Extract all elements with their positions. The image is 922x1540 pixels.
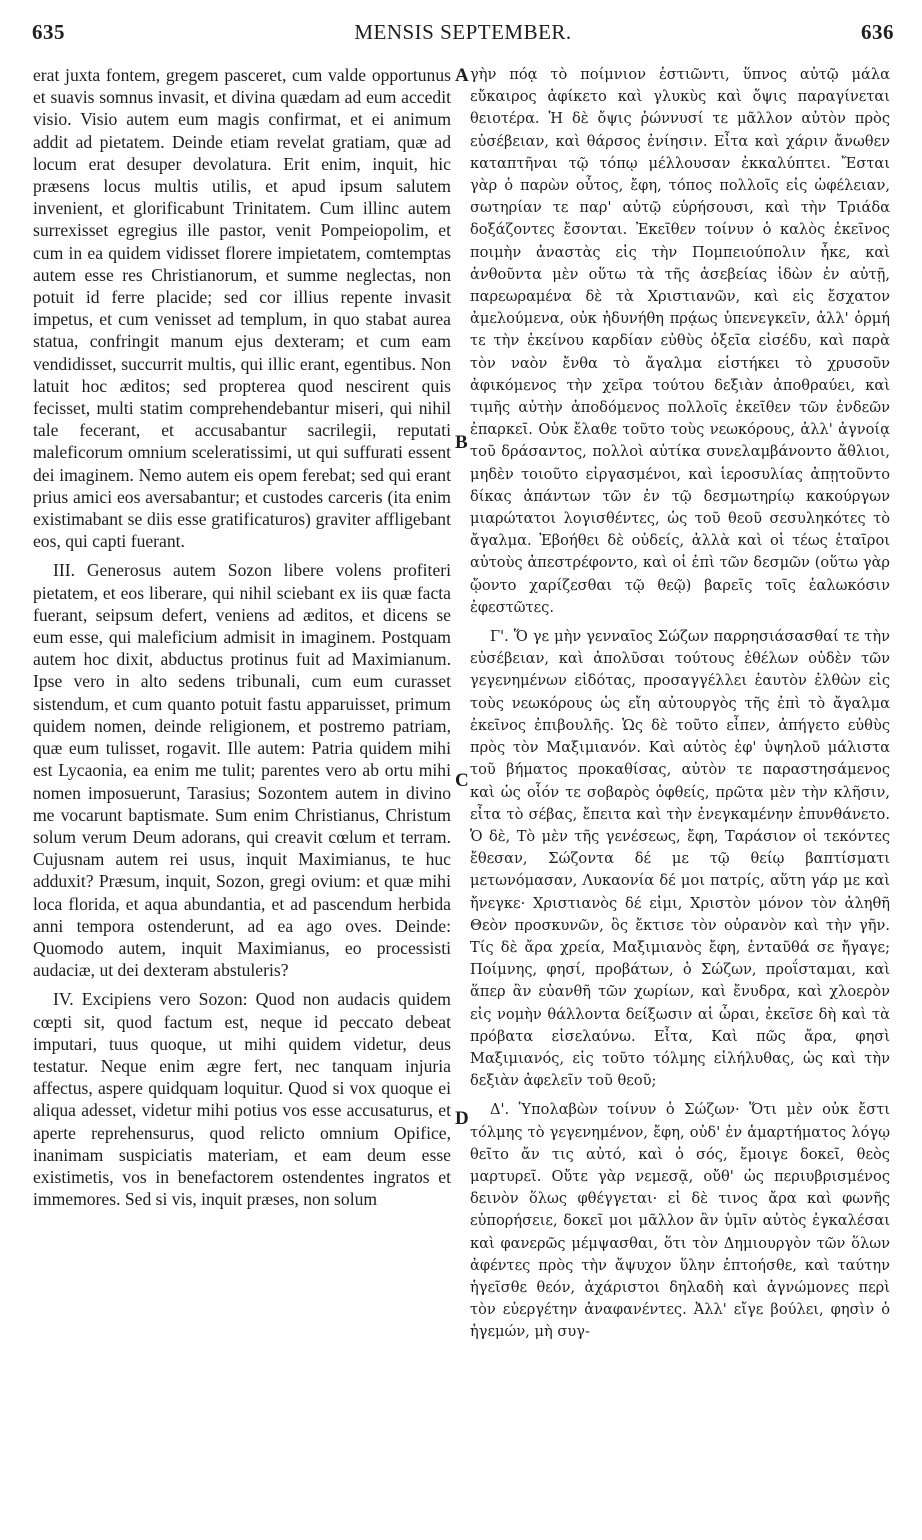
section-marker-c: C — [455, 770, 469, 791]
right-page-number: 636 — [861, 20, 894, 44]
section-marker-a: A — [455, 65, 469, 86]
greek-paragraph-3: Δ'. Ὑπολαβὼν τοίνυν ὁ Σώζων· Ὅτι μὲν οὐκ ἔστι τόλμης τὸ γεγενημένον, ἔφη, οὐδ' ἐν ἁμαρτήματος λόγῳ θεῖτο ἄν τις αὐτό, καὶ ὁ σός, ἔμοιγε δοκεῖ, θεὸς μαρτυρεῖ. Οὔτε γὰρ νεμεσᾷ, οὔθ' ὡς περιυβρισμένος δεινὸν ὅλως φθέγγεται· εἰ δὲ τινος ἄρα καὶ φωνῆς εὐπορήσειε, δοκεῖ μοι μᾶλλον ἂν ὑμῖν αὐτὸς ἐγκαλέσαι καὶ φανερῶς μέμψασθαι, ὅτι τὸν Δημιουργὸν τῶν ὅλων ἀφέντες πρὸς τὴν ἄψυχον ὕλην ἐπτοήσθε, καὶ ταύτην ἡγεῖσθε θεόν, ἀχάριστοι δηλαδὴ καὶ ἀγνώμονες περὶ τὸν εὐεργέτην ἀναφανέντες. Ἀλλ' εἴγε βούλει, φησὶν ὁ ἡγεμών, μὴ συγ- — [470, 1101, 890, 1341]
latin-paragraph-1: erat juxta fontem, gregem pasceret, cum valde opportunus et suavis somnus invasit, et divina quædam ad eum accedit visio. Visio autem eum magis confirmat, et ei animum addit ad pietatem. Deinde etiam revelat gratiam, quæ ad locum erat desuper devolatura. Erit enim, inquit, hic præsens locus multis utilis, et apud ipsum salutem invenient, et glorificabunt Trinitatem. Cum illinc autem surrexisset egregius ille pastor, venit Pompeiopolim, et cum in ea quidem vidisset florere impietatem, comtemptas autem esse res Christianorum, et summe neglectas, non potuit id ferre placide; sed cor illius repente invasit impetus, et cum venisset ad templum, in quo stabat aurea statua, confringit manum ejus dexteram; et cum eam vendidisset, succurrit multis, qui illic erant, egentibus. Non latuit hoc æditos; sed propterea quod nescirent quis fecisset, multi statim comprehendebantur miseri, qui nihil tale fecerant, et accusabantur sacrilegii, reputati maleficorum omnium sceleratissimi, ut qui suffurati essent dei imaginem. Nemo autem eis opem ferebat; sed qui erant prius amici eos aversabantur; et custodes carceris (ita enim existimabant se diis esse gratificaturos) graviter affligebant eos, qui capti fuerant. — [33, 65, 451, 552]
greek-paragraph-2: Γ'. Ὅ γε μὴν γενναῖος Σώζων παρρησιάσασθαί τε τὴν εὐσέβειαν, καὶ ἀπολῦσαι τούτους ἐθέλων οὐδὲν τῶν γεγενημένων εἰδότας, προσαγγέλλει ἑαυτὸν ἐλθὼν εἰς τοὺς νεωκόρους ὡς εἴη αὐτουργὸς τῆς ἐπὶ τὸ ἄγαλμα ἐκεῖνος ἐπιβουλῆς. Ὡς δὲ τοῦτο εἶπεν, ἀπήγετο εὐθὺς πρὸς τὸν Μαξιμιανόν. Καὶ αὐτὸς ἐφ' ὑψηλοῦ μάλιστα τοῦ βήματος προκαθίσας, αὐτὸν τε παραστησάμενος καὶ ὡς οἷόν τε σοβαρὸς ὀφθείς, πρῶτα μὲν τὴν κλῆσιν, εἶτα τὸ σέβας, ἔπειτα καὶ τὴν ἐνεγκαμένην ἐπυνθάνετο. Ὁ δὲ, Τὸ μὲν τῆς γενέσεως, ἔφη, Ταράσιον οἱ τεκόντες ἔθεσαν, Σώζοντα δέ με τῷ θείῳ βαπτίσματι μετωνόμασαν, Λυκαονία δέ μοι πατρίς, αὕτη γάρ με καὶ ἤνεγκε· Χριστιανὸς δέ εἰμι, Χριστὸν μόνον τὸν ἀληθῆ Θεὸν προσκυνῶν, ὃς ἔκτισε τὸν οὐρανὸν καὶ τὴν γῆν. Τίς δὲ ἄρα χρεία, Μαξιμιανὸς ἔφη, ἐνταῦθά σε ἤγαγε; Ποίμνης, φησί, προβάτων, ὁ Σώζων, προΐσταμαι, καὶ ἅπερ ἂν εὐανθῆ τῶν χωρίων, καὶ ἔνυδρα, καὶ χλοερὸν εἰς νομὴν θάλλοντα δείξωσιν αἱ ὧραι, ἐκεῖσε δὴ καὶ τὰ πρόβατα εἰσελαύνω. Εἶτα, Καὶ πῶς ἄρα, φησὶ Μαξιμιανός, εἰς τοῦτο τόλμης εἰλήλυθας, ὡς καὶ τὴν δεξιὰν ἀφελεῖν τοῦ θεοῦ; — [470, 628, 890, 1090]
section-marker-d: D — [455, 1108, 469, 1129]
running-title: MENSIS SEPTEMBER. — [354, 20, 572, 44]
section-marker-b: B — [455, 432, 468, 453]
latin-paragraph-3: IV. Excipiens vero Sozon: Quod non audacis quidem cœpti sit, quod factum est, neque id peccato debeat imputari, tuus quoque, ut mihi quidem videtur, deus testatur. Neque enim ægre fert, nec tanquam injuria affectus, aspere quidquam loquitur. Quod si vox quoque ei aliqua adesset, videtur mihi potius vos esse accusaturus, et aperte reprehensurus, quod relicto omnium Opifice, inanimam suspiciatis materiam, et eam deum esse existimetis, vos in benefactorem ostendentes ingratos et immemores. Sed si vis, inquit præses, non solum — [33, 989, 451, 1210]
latin-column — [33, 64, 451, 1210]
left-page-number: 635 — [32, 20, 65, 44]
greek-column — [470, 64, 890, 1344]
latin-paragraph-2: III. Generosus autem Sozon libere volens profiteri pietatem, et eos liberare, qui nihil sciebant ex iis quæ facta fuerant, seipsum defert, veniens ad æditos, et dicens se eum esse, qui maleficium admisit in imaginem. Postquam autem hoc dixit, abductus protinus fuit ad Maximianum. Ipse vero in alto sedens tribunali, cum eum curasset sistendum, et cum quanto potuit fastu apparuisset, primum quidem nomen, deinde religionem, et postremo patriam, quæ eum tulisset, rogavit. Ille autem: Patria quidem mihi est Lycaonia, ea enim me tulit; parentes vero ab ortu mihi nomen imposuerunt, Tarasius; Sozontem autem in divino me vocarunt baptismate. Sum enim Christianus, Christum solum verum Deum adorans, qui creavit cœlum et terram. Cujusnam autem rei usus, inquit Maximianus, te huc adduxit? Præsum, inquit, Sozon, gregi ovium: et quæ mihi loca florida, et aqua abundantia, et ad pascendum herbida anni tempora ostenderunt, ad ea ago oves. Deinde: Quomodo autem, inquit Maximianus, eo processisti audaciæ, ut dei dexteram abstuleris? — [33, 560, 451, 981]
greek-paragraph-1: γὴν πόᾳ τὸ ποίμνιον ἑστιῶντι, ὕπνος αὐτῷ μάλα εὔκαιρος ἀφίκετο καὶ γλυκὺς καὶ ὄψις παραγίνεται θειοτέρα. Ἡ δὲ ὄψις ῥώννυσί τε μᾶλλον αὐτὸν πρὸς εὐσέβειαν, καὶ θάρσος ἐνίησιν. Εἶτα καὶ χάριν ἄνωθεν καταπτῆναι τῷ τόπῳ μέλλουσαν ἐκκαλύπτει. Ἔσται γὰρ ὁ παρὼν οὗτος, ἔφη, τόπος πολλοῖς εἰς ὠφέλειαν, σωτηρίαν τε παρ' αὐτῷ εὑρήσουσι, καὶ τὴν Τριάδα δοξάζοντες ἔσονται. Ἐκεῖθεν τοίνυν ὁ καλὸς ἐκεῖνος ποιμὴν ἀναστὰς εἰς τὴν Πομπειούπολιν ἧκε, καὶ ἀνθοῦντα μὲν οὕτω τὰ τῆς ἀσεβείας ἰδὼν ἐν αὐτῇ, παρεωραμένα δὲ τὰ Χριστιανῶν, καὶ εἰς ἔσχατον ἀμελούμενα, οὐκ ἠδυνήθη πρᾴως ὑπενεγκεῖν, ἀλλ' ὁρμή τε τὴν ἐκείνου καρδίαν εὐθὺς ὀξεῖα εἰσέδυ, καὶ παρὰ τὸν ναὸν ἔνθα τὸ ἄγαλμα εἱστήκει τὸ χρυσοῦν ἀφικόμενος τὴν χεῖρα τούτου δεξιὰν ἀποθραύει, καὶ τιμῆς αὐτὴν ἀποδόμενος πολλοῖς ἐκεῖθεν τῶν ἐνδεῶν ἐπαρκεῖ. Οὐκ ἔλαθε τοῦτο τοὺς νεωκόρους, ἀλλ' ἀγνοίᾳ τοῦ δράσαντος, πολλοὶ αὐτίκα συνελαμβάνοντο ἄθλιοι, μηδὲν τοιοῦτο εἰργασμένοι, καὶ ἱεροσυλίας ἀπῃτοῦντο δίκας ἁπάντων τῶν ἐν τῷ δεσμωτηρίῳ κακούργων μιαρώτατοι λογισθέντες, ὡς τοῦ θεοῦ σεσυληκότες τὸ ἄγαλμα. Ἐβοήθει δὲ οὐδείς, ἀλλὰ καὶ οἱ τέως ἑταῖροι αὐτοὺς ἀπεστρέφοντο, καὶ οἱ ἐπὶ τῶν δεσμῶν (οὕτω γὰρ ᾤοντο χαρίζεσθαι τῷ θεῷ) βαρεῖς τοῖς ἑαλωκόσιν ἐφεστῶτες. — [470, 66, 890, 616]
running-header — [32, 20, 894, 56]
